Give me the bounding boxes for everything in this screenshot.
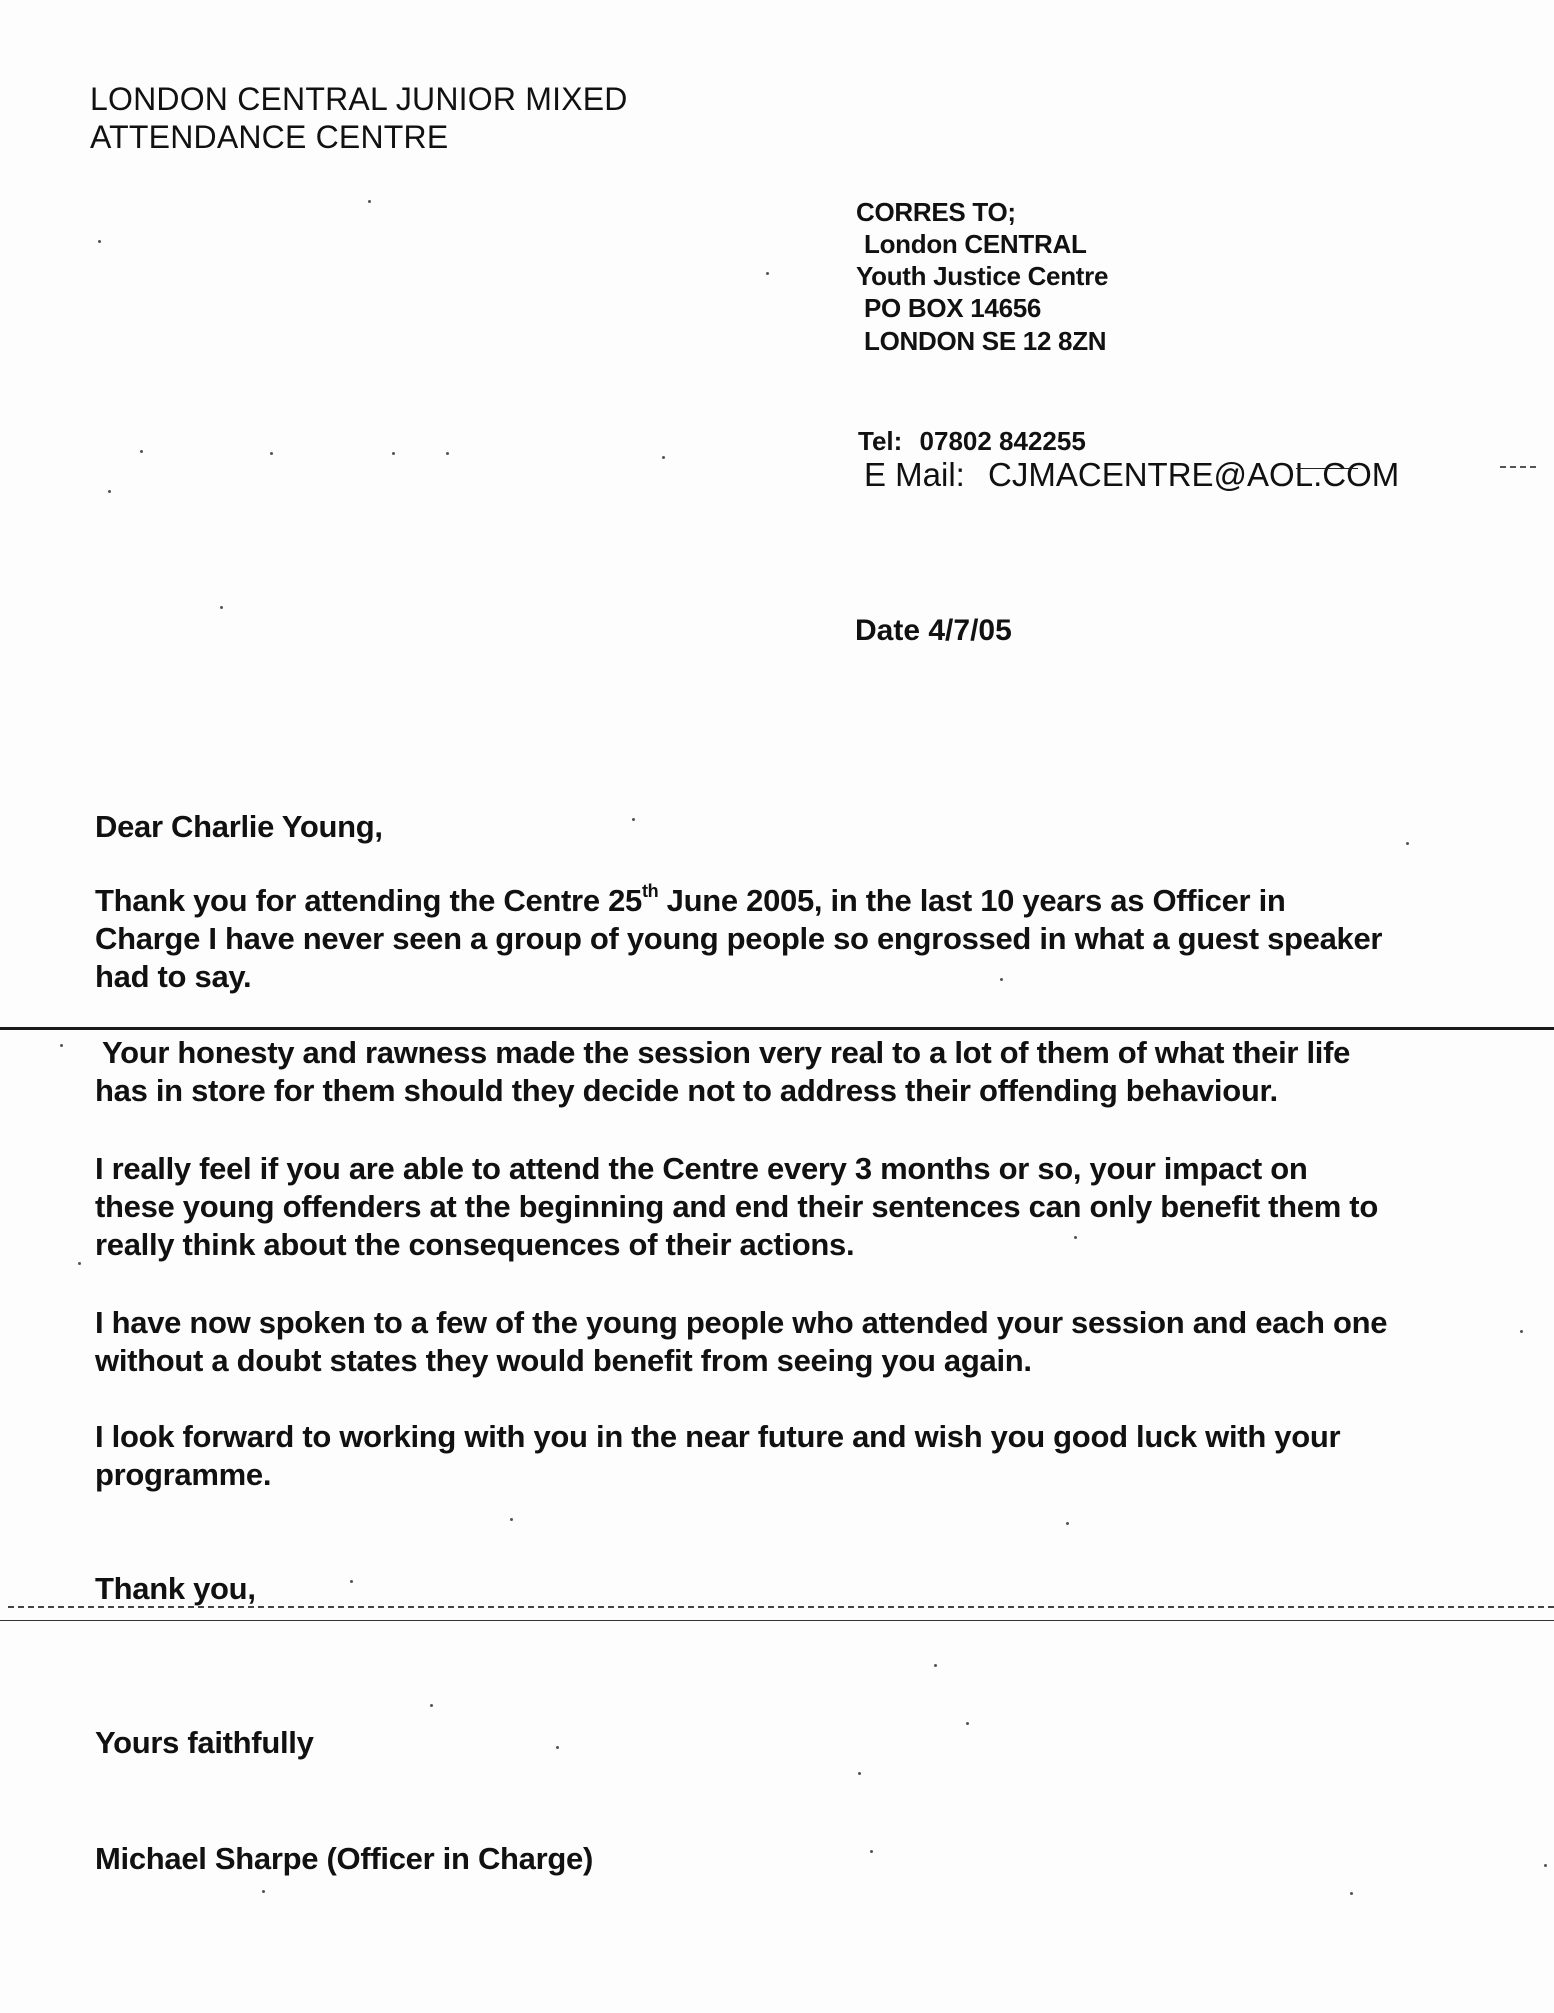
signatory: Michael Sharpe (Officer in Charge) [95,1841,593,1876]
scan-speck [510,1518,513,1521]
scan-rule-lower [0,1620,1554,1621]
scan-dashed-rule-upper [8,1606,1554,1608]
address-line2: Youth Justice Centre [856,261,1109,291]
scan-fold-line [0,1027,1554,1030]
date-value: 4/7/05 [928,614,1012,647]
scan-speck [870,1850,873,1853]
scan-speck [1000,978,1003,981]
paragraph-5-line1: I look forward to working with you in the near future and wish you good luck with your [95,1419,1341,1454]
tel-value: 07802 842255 [919,426,1086,456]
p1-text-post: June 2005, in the last 10 years as Officer in [658,883,1286,918]
org-name-line2: ATTENDANCE CENTRE [90,119,449,155]
paragraph-3-line3: really think about the consequences of their actions. [95,1227,855,1262]
scan-speck [1066,1522,1069,1525]
scan-speck [350,1580,353,1583]
email-trailing-mark [1296,468,1358,469]
scan-speck [430,1704,433,1707]
scan-speck [98,240,101,243]
scan-speck [1544,1864,1547,1867]
date-label: Date [855,614,921,647]
scan-speck [392,452,395,455]
address-line3: PO BOX 14656 [864,293,1042,323]
scan-speck [766,272,769,275]
scan-speck [60,1044,63,1047]
scan-speck [934,1664,937,1667]
scan-speck [270,452,273,455]
p1-text-pre: Thank you for attending the Centre 25 [95,883,642,918]
paragraph-4-line1: I have now spoken to a few of the young people who attended your session and each one [95,1305,1388,1340]
scan-speck [858,1772,861,1775]
email-label: E Mail: [864,456,965,493]
tel-label: Tel: [858,426,903,456]
scan-speck [556,1746,559,1749]
paragraph-2-line2: has in store for them should they decide not to address their offending behaviour. [95,1073,1278,1108]
email-value: CJMACENTRE@AOL.COM [988,456,1400,493]
tel-line [858,426,1086,457]
scan-speck [220,606,223,609]
paragraph-3-line1: I really feel if you are able to attend the Centre every 3 months or so, your impact on [95,1151,1308,1186]
paragraph-4-line2: without a doubt states they would benefit from seeing you again. [95,1343,1032,1378]
scan-speck [1074,1236,1077,1239]
address-line4: LONDON SE 12 8ZN [864,326,1107,356]
corres-label: CORRES TO; [856,197,1016,227]
paragraph-2-line1: Your honesty and rawness made the session very real to a lot of them of what their life [102,1035,1351,1070]
scan-speck [262,1890,265,1893]
edge-dash-mark [1500,466,1536,468]
scan-speck [446,452,449,455]
address-line1: London CENTRAL [864,229,1087,259]
scan-speck [368,200,371,203]
scan-speck [1350,1892,1353,1895]
scan-speck [1520,1330,1523,1333]
email-line [864,456,1399,494]
scan-speck [140,450,143,453]
scan-speck [78,1262,81,1265]
scan-speck [966,1722,969,1725]
closing: Yours faithfully [95,1725,314,1760]
thanks-line: Thank you, [95,1571,256,1606]
scan-speck [632,818,635,821]
paragraph-5-line2: programme. [95,1457,272,1492]
paragraph-3-line2: these young offenders at the beginning and end their sentences can only benefit them to [95,1189,1378,1224]
paragraph-1-line3: had to say. [95,959,252,994]
date-line [855,614,1012,648]
scan-speck [662,456,665,459]
salutation: Dear Charlie Young, [95,809,383,844]
p1-ordinal-suffix: th [641,881,659,901]
paragraph-1-line2: Charge I have never seen a group of young people so engrossed in what a guest speaker [95,921,1383,956]
scan-speck [1406,842,1409,845]
scan-speck [108,490,111,493]
org-name-line1: LONDON CENTRAL JUNIOR MIXED [90,81,628,117]
paragraph-1-line1 [95,882,1286,920]
